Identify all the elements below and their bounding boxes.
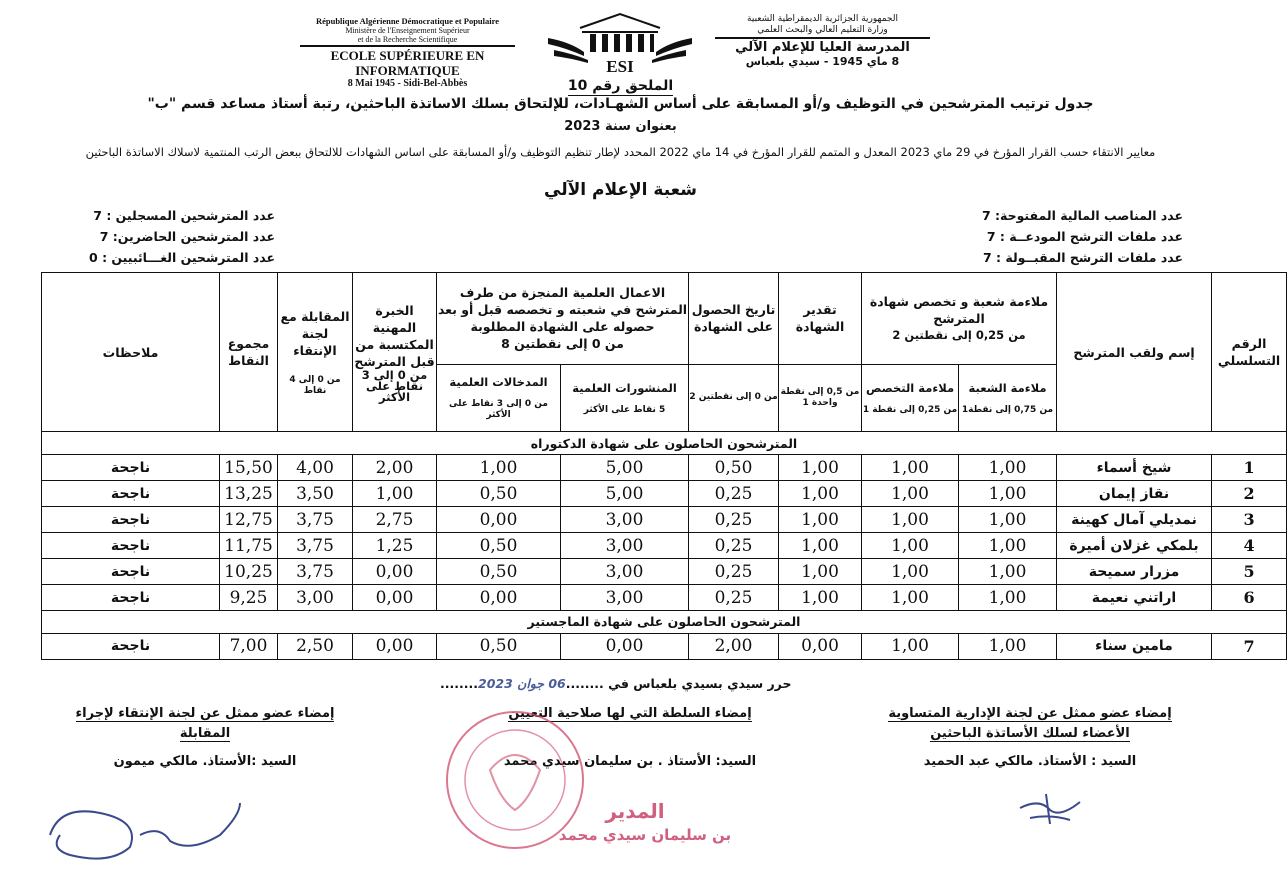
cell-grade: 0,00 <box>779 633 862 659</box>
cell-fit-branch: 1,00 <box>959 455 1057 481</box>
section-header: المترشحون الحاصلون على شهادة الماجستير <box>42 611 1287 634</box>
header-date-range: من 0 إلى نقطتين 2 <box>689 364 779 432</box>
stat-positions: عدد المناصب المالية المفتوحة: 7 <box>981 208 1183 223</box>
table-row <box>42 559 1287 585</box>
table-row <box>42 633 1287 659</box>
cell-name: مزرار سميحة <box>1057 559 1212 585</box>
cell-comms: 1,00 <box>437 455 561 481</box>
header-interview: المقابلة مع لجنة الإنتقاء من 0 إلى 4 نقاط <box>278 273 353 432</box>
cell-fit-branch: 1,00 <box>959 481 1057 507</box>
cell-pubs: 3,00 <box>561 533 689 559</box>
cell-date: 0,25 <box>689 533 779 559</box>
header-fit-branch-range: من 0,75 إلى نقطة1 <box>961 404 1054 415</box>
cell-total: 13,25 <box>220 481 278 507</box>
header-grade-range: من 0,5 إلى نقطة واحدة 1 <box>779 364 862 432</box>
cell-rank: 1 <box>1212 455 1287 481</box>
header-experience: الخبرة المهنية المكتسبة من قبل المترشح من 0 إلى 3 نقاط على الأكثر <box>353 273 437 432</box>
cell-notes: ناجحة <box>42 533 220 559</box>
cell-notes: ناجحة <box>42 481 220 507</box>
cell-fit-spec: 1,00 <box>862 481 959 507</box>
table-row <box>42 585 1287 611</box>
header-works-range: من 0 إلى نقطتين 8 <box>501 336 624 352</box>
cell-interview: 2,50 <box>278 633 353 659</box>
cell-notes: ناجحة <box>42 633 220 659</box>
cell-exp: 1,25 <box>353 533 437 559</box>
cell-rank: 7 <box>1212 633 1287 659</box>
ministry-ar: وزارة التعليم العالي والبحث العلمي <box>757 25 888 35</box>
header-communications-range: من 0 إلى 3 نقاط على الأكثر <box>449 399 548 421</box>
header-name: إسم ولقب المترشح <box>1057 273 1212 432</box>
cell-fit-spec: 1,00 <box>862 633 959 659</box>
cell-fit-branch: 1,00 <box>959 507 1057 533</box>
table-row <box>42 507 1287 533</box>
selection-criteria: معايير الانتقاء حسب القرار المؤرخ في 29 ماي 2023 المعدل و المتمم للقرار المؤرخ في 14 ماي 2022 المحدد لإطار تنظيم التوظيف و/أو المسابقة على اساس الشهادات للالتحاق ببعض الرتب المنتمية لاسلاك الاساتذة الباحثين <box>85 145 1156 159</box>
cell-name: نمديلي آمال كهينة <box>1057 507 1212 533</box>
ministry-fr: Ministère de l'Enseignement Supérieur <box>345 26 470 35</box>
stat-absent: عدد المترشحين الغـــائبيين : 0 <box>89 250 275 265</box>
cell-grade: 1,00 <box>779 585 862 611</box>
cell-interview: 3,00 <box>278 585 353 611</box>
sig-right-title: إمضاء عضو ممثل عن لجنة الإدارية المتساوية <box>888 706 1172 721</box>
stat-files-accepted: عدد ملفات الترشح المقبــولة : 7 <box>983 250 1183 265</box>
cell-fit-spec: 1,00 <box>862 533 959 559</box>
cell-rank: 4 <box>1212 533 1287 559</box>
cell-pubs: 3,00 <box>561 559 689 585</box>
cell-notes: ناجحة <box>42 559 220 585</box>
cell-notes: ناجحة <box>42 585 220 611</box>
header-interview-range: من 0 إلى 4 نقاط <box>289 374 341 396</box>
stamp-name: بن سليمان سيدي محمد <box>558 826 732 844</box>
written-at: حرر سيدي بسيدي بلعباس في ........06 جوان 2023........ <box>440 676 792 691</box>
table-row <box>42 533 1287 559</box>
written-date: 06 جوان 2023 <box>478 676 566 691</box>
header-grade: تقدير الشهادة <box>779 273 862 365</box>
cell-comms: 0,50 <box>437 559 561 585</box>
cell-grade: 1,00 <box>779 455 862 481</box>
cell-date: 0,25 <box>689 507 779 533</box>
cell-comms: 0,50 <box>437 481 561 507</box>
header-fit-spec-range: من 0,25 إلى نقطة 1 <box>862 404 958 415</box>
cell-pubs: 3,00 <box>561 585 689 611</box>
cell-comms: 0,00 <box>437 585 561 611</box>
sig-left-title-2: المقابلة <box>179 726 231 741</box>
cell-grade: 1,00 <box>779 481 862 507</box>
cell-date: 0,25 <box>689 559 779 585</box>
cell-pubs: 0,00 <box>561 633 689 659</box>
cell-notes: ناجحة <box>42 507 220 533</box>
cell-comms: 0,50 <box>437 633 561 659</box>
stat-present: عدد المترشحين الحاضرين: 7 <box>99 229 275 244</box>
republic-ar: الجمهورية الجزائرية الديمقراطية الشعبية <box>747 14 898 24</box>
cell-name: مامين سناء <box>1057 633 1212 659</box>
sig-left-title: إمضاء عضو ممثل عن لجنة الإنتقاء لإجراء <box>75 706 335 721</box>
section-header: المترشحون الحاصلون على شهادة الدكتوراه <box>42 432 1287 455</box>
cell-fit-spec: 1,00 <box>862 507 959 533</box>
cell-grade: 1,00 <box>779 533 862 559</box>
cell-pubs: 5,00 <box>561 455 689 481</box>
header-communications: المدخالات العلمية من 0 إلى 3 نقاط على الأكثر <box>437 364 561 432</box>
cell-grade: 1,00 <box>779 507 862 533</box>
cell-total: 12,75 <box>220 507 278 533</box>
header-experience-range: من 0 إلى 3 نقاط على الأكثر <box>361 367 428 404</box>
cell-total: 10,25 <box>220 559 278 585</box>
document-year: بعنوان سنة 2023 <box>564 119 677 134</box>
cell-interview: 3,75 <box>278 533 353 559</box>
cell-notes: ناجحة <box>42 455 220 481</box>
cell-fit-branch: 1,00 <box>959 585 1057 611</box>
school-ar: المدرسة العليا للإعلام الآلي <box>735 39 910 55</box>
sig-right-title-2: الأعضاء لسلك الأساتذة الباحثين <box>930 726 1130 741</box>
place-ar: 8 ماي 1945 - سيدي بلعباس <box>745 54 900 68</box>
school-fr: ECOLE SUPÉRIEURE EN INFORMATIQUE <box>330 47 485 78</box>
header-date: تاريخ الحصول على الشهادة <box>689 273 779 365</box>
cell-fit-spec: 1,00 <box>862 559 959 585</box>
header-fit-branch: ملاءمة الشعبة من 0,75 إلى نقطة1 <box>959 364 1057 432</box>
stats-left <box>89 205 275 268</box>
cell-rank: 3 <box>1212 507 1287 533</box>
cell-rank: 5 <box>1212 559 1287 585</box>
cell-fit-spec: 1,00 <box>862 455 959 481</box>
cell-date: 0,50 <box>689 455 779 481</box>
cell-exp: 2,75 <box>353 507 437 533</box>
sig-right-name: السيد : الأستاذ. مالكي عبد الحميد <box>923 754 1137 769</box>
cell-rank: 2 <box>1212 481 1287 507</box>
cell-total: 15,50 <box>220 455 278 481</box>
cell-interview: 4,00 <box>278 455 353 481</box>
annex-number: الملحق رقم 10 <box>567 78 674 94</box>
header-publications-range: 5 نقاط على الأكثر <box>583 404 666 415</box>
stat-registered: عدد المترشحين المسجلين : 7 <box>93 208 275 223</box>
header-works: الاعمال العلمية المنجزة من طرف المترشح في شعبته و تخصصه قبل أو بعد حصوله على الشهادة المطلوبة من 0 إلى نقطتين 8 <box>437 273 689 365</box>
cell-fit-branch: 1,00 <box>959 559 1057 585</box>
cell-exp: 0,00 <box>353 585 437 611</box>
header-fit-spec: ملاءمة التخصص من 0,25 إلى نقطة 1 <box>862 364 959 432</box>
cell-total: 9,25 <box>220 585 278 611</box>
cell-fit-branch: 1,00 <box>959 533 1057 559</box>
school-logo <box>540 8 700 76</box>
cell-date: 0,25 <box>689 585 779 611</box>
cell-pubs: 3,00 <box>561 507 689 533</box>
cell-date: 2,00 <box>689 633 779 659</box>
header-arabic <box>715 14 930 68</box>
republic-fr: République Algérienne Démocratique et Populaire <box>315 16 500 26</box>
handwritten-signature-left <box>40 795 250 867</box>
specialty-title: شعبة الإعلام الآلي <box>544 180 697 200</box>
cell-grade: 1,00 <box>779 559 862 585</box>
signature-left <box>35 704 375 772</box>
cell-interview: 3,50 <box>278 481 353 507</box>
cell-exp: 2,00 <box>353 455 437 481</box>
official-stamp <box>440 700 740 870</box>
sig-mid-title: إمضاء السلطة التي لها صلاحية التعيين <box>508 706 752 721</box>
header-rank: الرقم التسلسلي <box>1212 273 1287 432</box>
header-fit-range: من 0,25 إلى نقطتين 2 <box>892 327 1026 342</box>
cell-name: بلمكي غزلان أميرة <box>1057 533 1212 559</box>
header-notes: ملاحظات <box>42 273 220 432</box>
cell-fit-branch: 1,00 <box>959 633 1057 659</box>
sig-left-name: السيد :الأستاذ. مالكي ميمون <box>113 754 297 769</box>
stats-right <box>982 205 1183 268</box>
cell-interview: 3,75 <box>278 559 353 585</box>
document-title: جدول ترتيب المترشحين في التوظيف و/أو المسابقة على أساس الشهـادات، للإلتحاق بسلك الاساتذة الباحثين، رتبة أستاذ مساعد قسم "ب" <box>147 96 1094 112</box>
cell-name: نقاز إيمان <box>1057 481 1212 507</box>
cell-total: 7,00 <box>220 633 278 659</box>
sig-mid-name: السيد: الأستاذ . بن سليمان سيدي محمد <box>503 754 757 769</box>
cell-total: 11,75 <box>220 533 278 559</box>
cell-comms: 0,00 <box>437 507 561 533</box>
cell-rank: 6 <box>1212 585 1287 611</box>
cell-exp: 1,00 <box>353 481 437 507</box>
stamp-title: المدير <box>605 799 665 823</box>
stat-files-deposited: عدد ملفات الترشح المودعــة : 7 <box>986 229 1183 244</box>
header-total: مجموع النقاط <box>220 273 278 432</box>
handwritten-signature-right <box>1010 788 1090 828</box>
ministry-fr-2: et de la Recherche Scientifique <box>357 35 458 44</box>
header-publications: المنشورات العلمية 5 نقاط على الأكثر <box>561 364 689 432</box>
header-fit: ملاءمة شعبة و تخصص شهادة المترشح من 0,25 إلى نقطتين 2 <box>862 273 1057 365</box>
table-row <box>42 481 1287 507</box>
ranking-table <box>41 272 1287 660</box>
place-fr: 8 Mai 1945 - Sidi-Bel-Abbès <box>347 77 468 89</box>
cell-date: 0,25 <box>689 481 779 507</box>
cell-exp: 0,00 <box>353 559 437 585</box>
cell-fit-spec: 1,00 <box>862 585 959 611</box>
cell-name: شيخ أسماء <box>1057 455 1212 481</box>
cell-interview: 3,75 <box>278 507 353 533</box>
signature-right <box>860 704 1200 772</box>
logo-text: ESI <box>606 57 634 76</box>
cell-name: اراتني نعيمة <box>1057 585 1212 611</box>
cell-exp: 0,00 <box>353 633 437 659</box>
table-row <box>42 455 1287 481</box>
cell-comms: 0,50 <box>437 533 561 559</box>
cell-pubs: 5,00 <box>561 481 689 507</box>
